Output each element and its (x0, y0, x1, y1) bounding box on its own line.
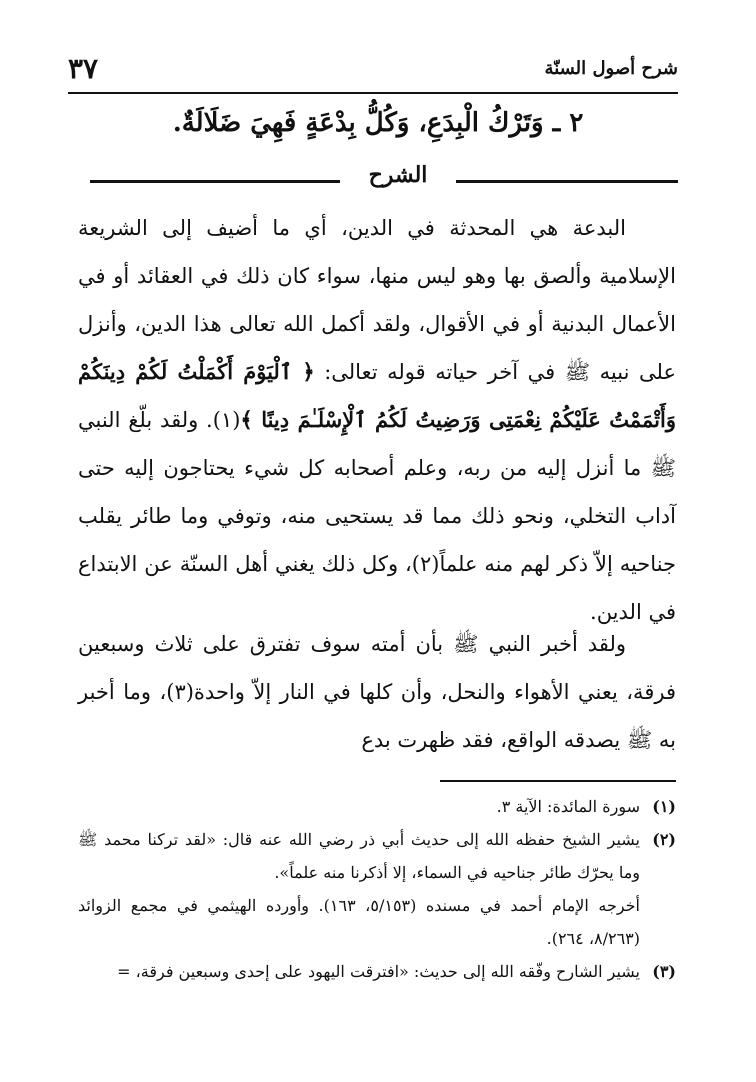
paragraph-1 (78, 204, 676, 636)
footnote-separator (440, 780, 676, 782)
running-title: شرح أصول السنّة (544, 58, 678, 79)
heading-number: ٢ ـ (552, 108, 584, 138)
footnote-1 (78, 790, 676, 823)
footnote-2 (78, 823, 676, 889)
paragraph-1-part-b: (١). ولقد بلّغ النبي ﷺ ما أنزل إليه من ربه، وعلم أصحابه كل شيء يحتاجون إليه حتى آداب التخلي، ونحو ذلك مما قد يستحيى منه، وتوفي وما طائر يقلب جناحيه إلاّ ذكر لهم منه علماً(٢)، وكل ذلك يغني أهل السنّة عن الابتداع في الدين. (78, 408, 677, 624)
page-number: ٣٧ (68, 52, 99, 85)
footnote-2-text: يشير الشيخ حفظه الله إلى حديث أبي ذر رضي الله عنه قال: «لقد تركنا محمد ﷺ وما يحرّك طائر جناحيه في السماء، إلا أذكرنا منه علماً». (78, 830, 641, 882)
page-header (68, 50, 678, 94)
footnotes (78, 790, 676, 988)
footnote-2-source: أخرجه الإمام أحمد في مسنده (٥/١٥٣، ١٦٣). وأورده الهيثمي في مجمع الزوائد (٨/٢٦٣، ٢٦٤). (78, 896, 640, 948)
paragraph-2 (78, 620, 676, 764)
footnote-1-text: سورة المائدة: الآية ٣. (496, 797, 640, 816)
heading-text: وَتَرْكُ الْبِدَعِ، وَكُلُّ بِدْعَةٍ فَهِيَ ضَلَالَةٌ. (172, 108, 544, 138)
divider-rule-left (90, 180, 340, 183)
divider-rule-right (456, 180, 678, 183)
footnote-3 (78, 955, 676, 988)
paragraph-1-part-a: البدعة هي المحدثة في الدين، أي ما أضيف إلى الشريعة الإسلامية وألصق بها وهو ليس منها، سواء كان ذلك في العقائد أو في الأعمال البدنية أو في الأقوال، ولقد أكمل الله تعالى هذا الدين، وأنزل على نبيه ﷺ في آخر حياته قوله تعالى: (78, 216, 676, 384)
paragraph-2-text: ولقد أخبر النبي ﷺ بأن أمته سوف تفترق على ثلاث وسبعين فرقة، يعني الأهواء والنحل، وأن كلها في النار إلاّ واحدة(٣)، وما أخبر به ﷺ يصدقه الواقع، فقد ظهرت بدع (78, 632, 676, 752)
paragraph-1-text (78, 204, 676, 636)
section-heading (90, 108, 666, 154)
commentary-label: الشرح (368, 162, 428, 188)
commentary-divider (90, 162, 678, 198)
footnote-3-text: يشير الشارح وفّقه الله إلى حديث: «افترقت اليهود على إحدى وسبعين فرقة، = (117, 962, 640, 981)
footnote-1-number: (١) (652, 797, 676, 816)
footnote-2-number: (٢) (652, 830, 676, 849)
quran-verse: ﴿ ٱلْيَوْمَ أَكْمَلْتُ لَكُمْ دِينَكُمْ وَأَتْمَمْتُ عَلَيْكُمْ نِعْمَتِى وَرَضِيتُ لَكُمُ ٱلْإِسْلَـٰمَ دِينًا ﴾ (78, 359, 676, 432)
footnote-3-number: (٣) (652, 962, 676, 981)
